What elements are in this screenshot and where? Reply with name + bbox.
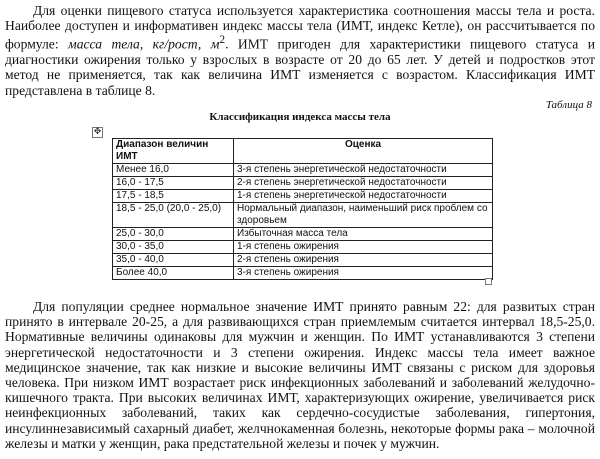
bmi-range-cell: Менее 16,0 bbox=[113, 164, 234, 177]
assessment-cell: 3-я степень ожирения bbox=[234, 267, 493, 280]
table-header-row bbox=[113, 139, 493, 164]
bmi-range-cell: Более 40,0 bbox=[113, 267, 234, 280]
bmi-range-cell: 30,0 - 35,0 bbox=[113, 241, 234, 254]
table-move-handle-icon[interactable]: ✥ bbox=[93, 127, 102, 137]
population-paragraph bbox=[5, 299, 595, 451]
bmi-range-cell: 25,0 - 30,0 bbox=[113, 228, 234, 241]
bmi-formula: масса тела, кг/рост, м bbox=[68, 36, 220, 52]
assessment-cell: 1-я степень энергетической недостаточности bbox=[234, 190, 493, 203]
assessment-cell: 2-я степень ожирения bbox=[234, 254, 493, 267]
table-caption: Таблица 8 bbox=[545, 99, 592, 111]
table-row bbox=[113, 164, 493, 177]
bmi-range-cell: 18,5 - 25,0 (20,0 - 25,0) bbox=[113, 203, 234, 228]
bmi-classification-table bbox=[112, 138, 493, 280]
table-row bbox=[113, 228, 493, 241]
assessment-cell: 2-я степень энергетической недостаточности bbox=[234, 177, 493, 190]
table-row bbox=[113, 177, 493, 190]
bmi-range-cell: 35,0 - 40,0 bbox=[113, 254, 234, 267]
assessment-cell: 1-я степень ожирения bbox=[234, 241, 493, 254]
assessment-cell: Нормальный диапазон, наименьший риск проблем со здоровьем bbox=[234, 203, 493, 228]
table-row bbox=[113, 267, 493, 280]
table-row bbox=[113, 190, 493, 203]
table-row bbox=[113, 203, 493, 228]
table-row bbox=[113, 254, 493, 267]
assessment-cell: Избыточная масса тела bbox=[234, 228, 493, 241]
intro-text-before: Для оценки пищевого статуса используется характеристика соотношения массы тела и роста. Наиболее доступен и информативен индекс массы тела (ИМТ, индекс Кетле), он рассчитывается по формуле: bbox=[5, 3, 595, 52]
header-bmi-range: Диапазон величин ИМТ bbox=[113, 139, 234, 164]
table-row bbox=[113, 241, 493, 254]
table-title: Классификация индекса массы тела bbox=[209, 111, 391, 123]
bmi-range-cell: 17,5 - 18,5 bbox=[113, 190, 234, 203]
header-assessment: Оценка bbox=[234, 139, 493, 164]
bmi-formula-exponent: 2 bbox=[219, 34, 226, 47]
intro-paragraph bbox=[5, 3, 595, 98]
assessment-cell: 3-я степень энергетической недостаточности bbox=[234, 164, 493, 177]
intro-text-after: . ИМТ пригоден для характеристики пищевого статуса и диагностики ожирения только у взрослых в возрасте от 20 до 65 лет. У детей и подростков этот метод не применяется, так как величина ИМТ изменяется с возрастом. Классификация ИМТ представлена в таблице 8. bbox=[5, 36, 595, 98]
table-resize-handle[interactable] bbox=[485, 278, 492, 285]
bmi-range-cell: 16,0 - 17,5 bbox=[113, 177, 234, 190]
population-text: Для популяции среднее нормальное значение ИМТ принято равным 22: для развитых стран принято в интервале 20-25, а для развивающихся стран приемлемым считается интервал 18,5-25,0. Нормативные величины одинаковы для мужчин и женщин. По ИМТ устанавливаются 3 степени энергетической недостаточности и 3 степени ожирения. Индекс массы тела имеет важное медицинское значение, так как низкие и высокие величины ИМТ связаны с риском для здоровья человека. При низком ИМТ возрастает риск инфекционных заболеваний и заболеваний желудочно-кишечного тракта. При высоких величинах ИМТ, характеризующих ожирение, увеличивается риск неинфекционных заболеваний, таких как сердечно-сосудистые заболевания, гипертония, инсулиннезависимый сахарный диабет, желчнокаменная болезнь, некоторые формы рака – молочной железы и матки у женщин, рака предстательной железы и почек у мужчин. bbox=[5, 299, 595, 451]
